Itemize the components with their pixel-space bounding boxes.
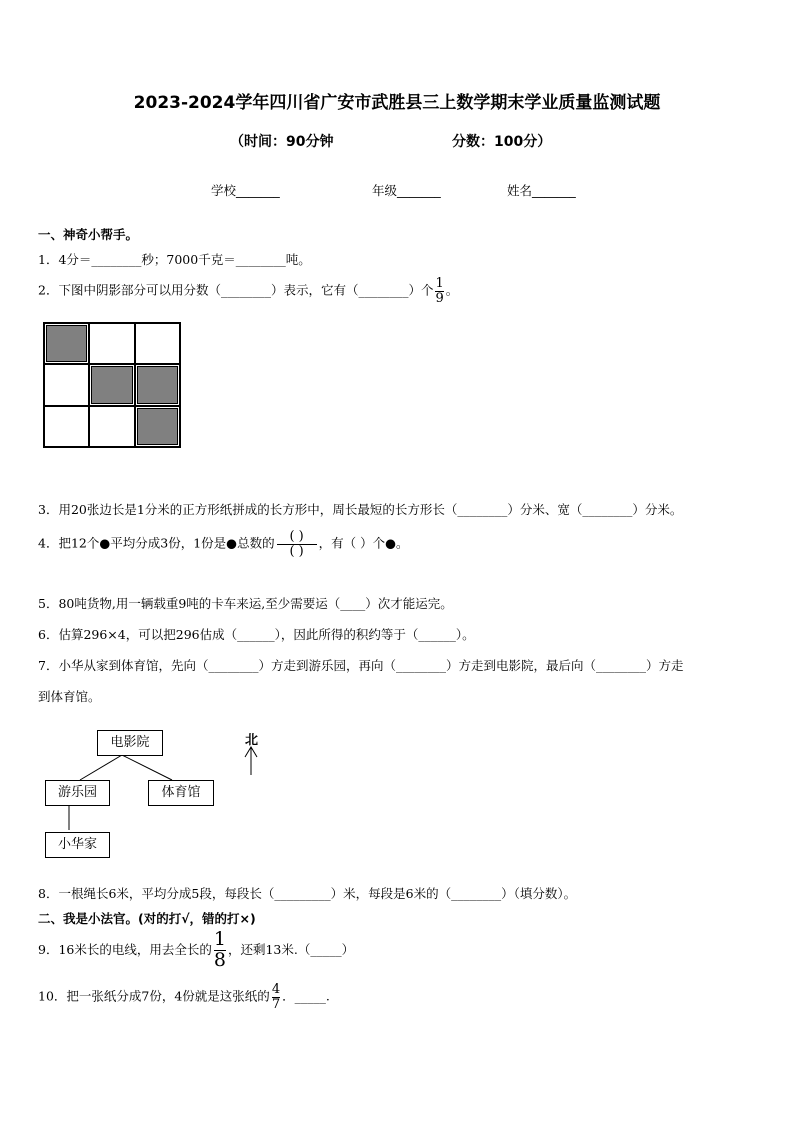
fraction-denominator: ( ) xyxy=(289,543,304,559)
fraction-denominator: 8 xyxy=(213,948,226,971)
question-2-tail: 。 xyxy=(445,282,459,298)
question-10-tail: ．_____. xyxy=(282,988,330,1004)
name-field: 姓名_______ xyxy=(507,183,576,198)
shaded-grid-figure xyxy=(43,322,181,448)
grid-cell-empty xyxy=(45,407,88,446)
fraction-four-sevenths xyxy=(272,983,280,1011)
question-9 xyxy=(38,930,354,971)
question-7-line-2: 到体育馆。 xyxy=(38,689,101,704)
fraction-numerator: 1 xyxy=(435,276,444,291)
fraction-denominator: 7 xyxy=(271,996,281,1012)
line-cinema-park xyxy=(80,755,122,780)
school-field: 学校_______ xyxy=(211,183,280,198)
fraction-numerator: 4 xyxy=(271,982,281,997)
fraction-numerator: ( ) xyxy=(289,529,304,544)
grid-cell-empty xyxy=(90,407,133,446)
map-home: 小华家 xyxy=(45,832,110,858)
grid-cell-shaded xyxy=(90,365,133,404)
question-4 xyxy=(38,530,408,558)
question-10-text: 10．把一张纸分成7份，4份就是这张纸的 xyxy=(38,988,270,1004)
grade-field: 年级_______ xyxy=(372,183,441,198)
question-9-tail: ，还剩13米.（_____） xyxy=(227,941,355,957)
grid-cell-shaded xyxy=(136,407,179,446)
map-cinema: 电影院 xyxy=(97,730,163,756)
exam-score: 分数：100分） xyxy=(452,134,552,150)
north-label: 北 xyxy=(245,733,259,748)
blank-fraction xyxy=(277,530,317,558)
fraction-denominator: 9 xyxy=(435,290,444,306)
grid-cell-empty xyxy=(90,324,133,363)
question-3: 3．用20张边长是1分米的正方形纸拼成的长方形中，周长最短的长方形长（________）分米、宽（________）分米。 xyxy=(38,502,683,517)
section-1-heading: 一、神奇小帮手。 xyxy=(38,227,139,242)
exam-time: （时间：90分钟 xyxy=(230,134,334,150)
grid-cell-shaded xyxy=(45,324,88,363)
question-6: 6．估算296×4，可以把296估成（______），因此所得的积约等于（______）。 xyxy=(38,627,475,642)
fraction-one-ninth xyxy=(435,277,443,305)
question-4-text: 4．把12个●平均分成3份，1份是●总数的 xyxy=(38,535,275,551)
map-gym: 体育馆 xyxy=(148,780,214,806)
question-10 xyxy=(38,983,330,1011)
fraction-one-eighth xyxy=(214,930,226,971)
line-cinema-gym xyxy=(122,755,172,780)
question-2 xyxy=(38,277,458,305)
grid-cell-shaded xyxy=(136,365,179,404)
question-4-tail: ，有（ ）个●。 xyxy=(318,535,409,551)
question-1: 1．4分＝________秒；7000千克＝________吨。 xyxy=(38,252,311,267)
question-5: 5．80吨货物,用一辆载重9吨的卡车来运,至少需要运（____）次才能运完。 xyxy=(38,596,453,611)
question-7-line-1: 7．小华从家到体育馆，先向（________）方走到游乐园，再向（________）方走到电影院，最后向（________）方走 xyxy=(38,658,684,673)
section-2-heading: 二、我是小法官。(对的打√，错的打×) xyxy=(38,911,256,926)
question-8: 8．一根绳长6米，平均分成5段，每段长（_________）米，每段是6米的（________）（填分数）。 xyxy=(38,886,577,901)
page-title: 2023-2024学年四川省广安市武胜县三上数学期末学业质量监测试题 xyxy=(133,93,661,113)
map-park: 游乐园 xyxy=(45,780,110,806)
question-2-text: 2．下图中阴影部分可以用分数（________）表示，它有（________）个 xyxy=(38,282,434,298)
question-9-text: 9．16米长的电线，用去全长的 xyxy=(38,941,212,957)
grid-cell-empty xyxy=(45,365,88,404)
fraction-numerator: 1 xyxy=(213,928,226,950)
grid-cell-empty xyxy=(136,324,179,363)
